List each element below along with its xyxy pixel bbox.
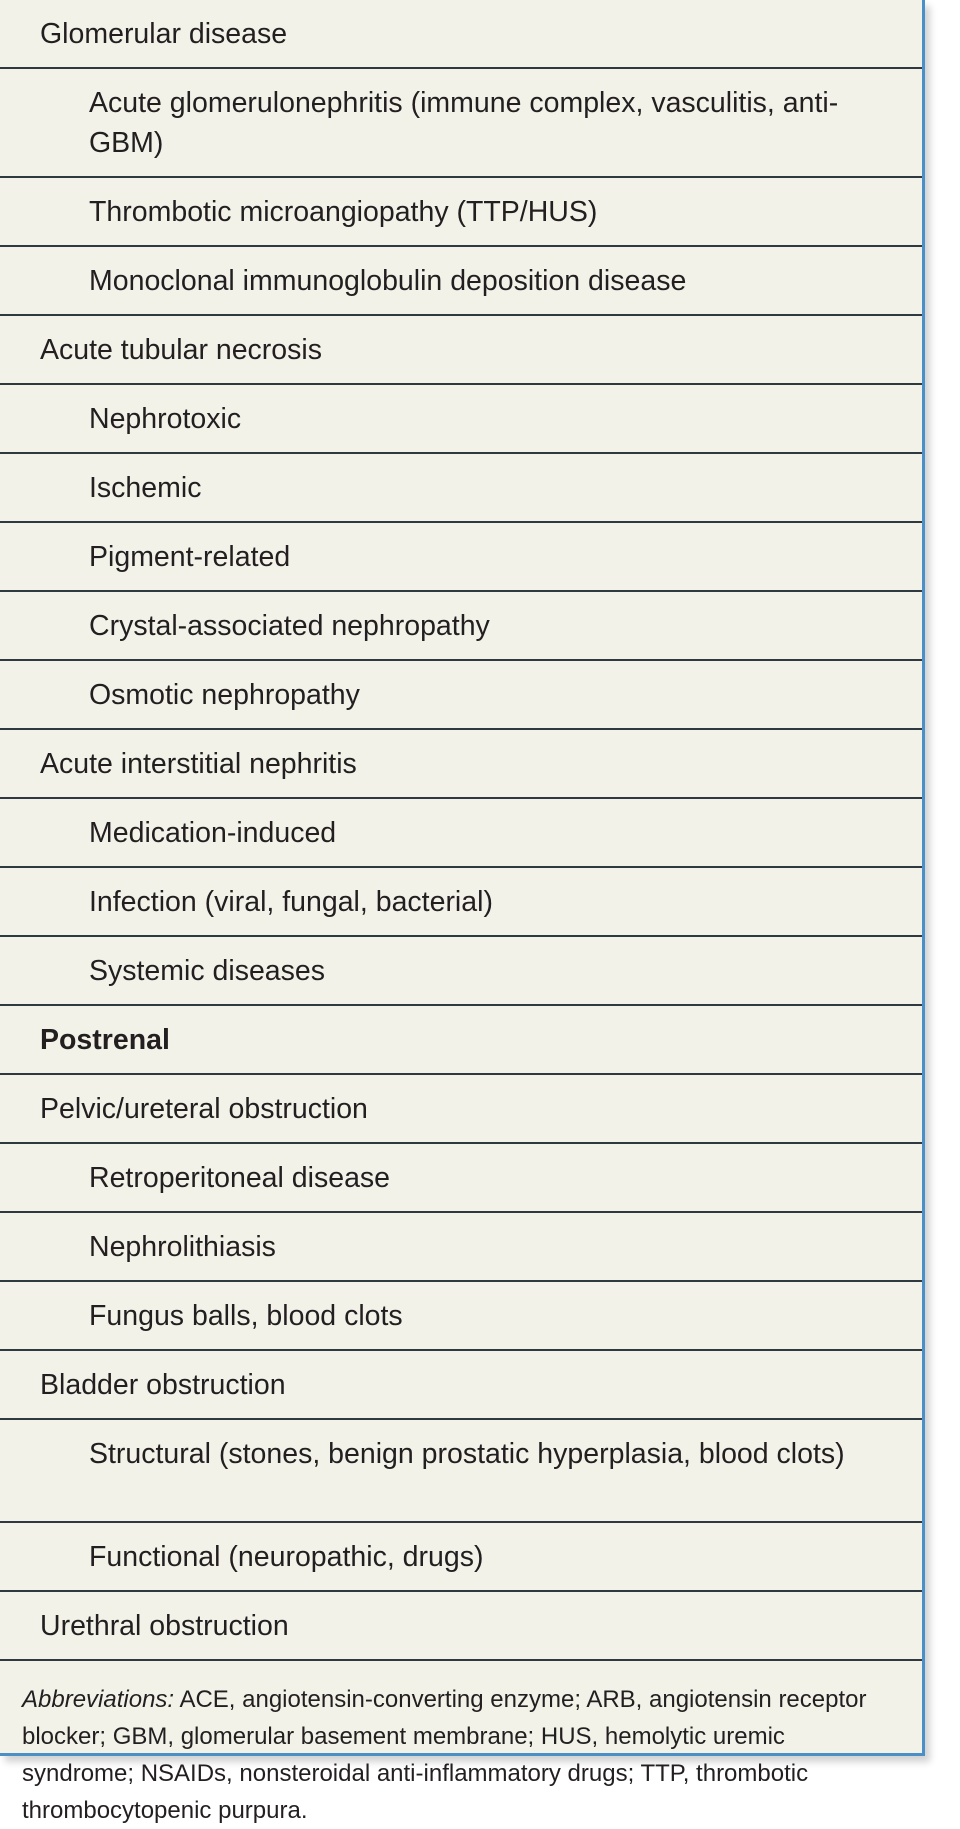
- table-row: [0, 1420, 922, 1523]
- table-row: [0, 868, 922, 937]
- row-label: Bladder obstruction: [40, 1369, 286, 1401]
- table-row: [0, 1592, 922, 1661]
- row-label: Infection (viral, fungal, bacterial): [89, 886, 493, 918]
- row-label: Crystal-associated nephropathy: [89, 610, 490, 642]
- row-label: Monoclonal immunoglobulin deposition disease: [89, 265, 687, 297]
- table-row: [0, 730, 922, 799]
- table-row: [0, 178, 922, 247]
- table-row: [0, 1351, 922, 1420]
- section-heading: [0, 1006, 922, 1075]
- section-heading-label: Postrenal: [40, 1024, 170, 1056]
- table-row: [0, 1523, 922, 1592]
- row-label: Nephrotoxic: [89, 403, 242, 435]
- table-row: [0, 385, 922, 454]
- table-row: [0, 1144, 922, 1213]
- table-row: [0, 1282, 922, 1351]
- footnote-label: Abbreviations:: [22, 1686, 175, 1713]
- row-label: Systemic diseases: [89, 955, 326, 987]
- table-row: [0, 799, 922, 868]
- footnote-text: ACE, angiotensin-converting enzyme; ARB, angiotensin receptor blocker; GBM, glomerular basement membrane; HUS, hemolytic uremic syndrome; NSAIDs, nonsteroidal anti-inflammatory drugs; TTP, thrombotic thrombocytopenic purpura.: [22, 1686, 867, 1824]
- table-row: [0, 1075, 922, 1144]
- table-row: [0, 592, 922, 661]
- row-label: Pelvic/ureteral obstruction: [40, 1093, 368, 1125]
- row-label: Acute glomerulonephritis (immune complex, vasculitis, anti-GBM): [89, 87, 839, 159]
- table-row: [0, 247, 922, 316]
- row-label: Acute interstitial nephritis: [40, 748, 357, 780]
- row-label: Glomerular disease: [40, 18, 288, 50]
- row-label: Structural (stones, benign prostatic hyperplasia, blood clots): [89, 1438, 845, 1470]
- table-row: [0, 1213, 922, 1282]
- table-row: [0, 454, 922, 523]
- row-label: Functional (neuropathic, drugs): [89, 1541, 484, 1573]
- row-label: Fungus balls, blood clots: [89, 1300, 403, 1332]
- table-row: [0, 69, 922, 178]
- table-row: [0, 523, 922, 592]
- row-label: Pigment-related: [89, 541, 291, 573]
- row-label: Osmotic nephropathy: [89, 679, 360, 711]
- row-label: Retroperitoneal disease: [89, 1162, 391, 1194]
- table-row: [0, 0, 922, 69]
- row-label: Acute tubular necrosis: [40, 334, 322, 366]
- table-row: [0, 316, 922, 385]
- table-row: [0, 937, 922, 1006]
- row-label: Medication-induced: [89, 817, 337, 849]
- abbreviations-footnote: [0, 1661, 922, 1829]
- row-label: Thrombotic microangiopathy (TTP/HUS): [89, 196, 598, 228]
- table-row: [0, 661, 922, 730]
- row-label: Urethral obstruction: [40, 1610, 289, 1642]
- row-label: Nephrolithiasis: [89, 1231, 276, 1263]
- row-label: Ischemic: [89, 472, 202, 504]
